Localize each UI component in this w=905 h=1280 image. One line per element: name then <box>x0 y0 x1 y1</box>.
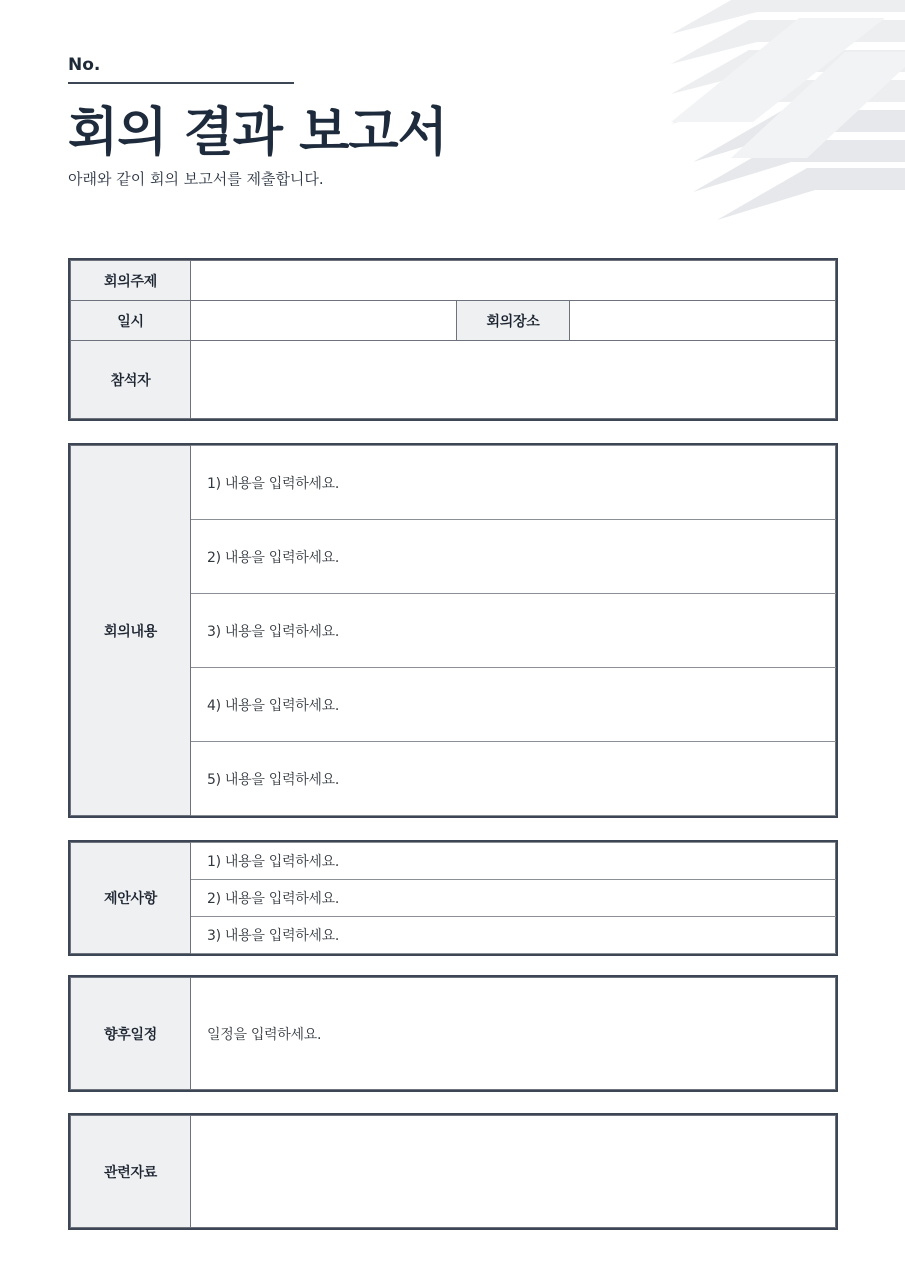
label-meeting-content: 회의내용 <box>71 446 191 816</box>
field-meeting-datetime[interactable] <box>191 301 457 341</box>
label-meeting-datetime: 일시 <box>71 301 191 341</box>
table-row <box>71 446 836 520</box>
table-schedule <box>68 975 838 1092</box>
table-meeting-info <box>68 258 838 421</box>
table-row-datetime-place <box>71 301 836 341</box>
field-future-schedule[interactable]: 일정을 입력하세요. <box>191 978 836 1090</box>
document-header <box>68 55 447 190</box>
page-subtitle: 아래와 같이 회의 보고서를 제출합니다. <box>68 170 324 189</box>
field-meeting-content-2[interactable]: 2) 내용을 입력하세요. <box>191 520 836 594</box>
field-references[interactable] <box>191 1116 836 1228</box>
page-title: 회의 결과 보고서 <box>68 103 447 163</box>
isometric-slats-decoration <box>631 0 905 232</box>
no-underline-rule <box>68 82 294 84</box>
field-meeting-content-4[interactable]: 4) 내용을 입력하세요. <box>191 668 836 742</box>
label-future-schedule: 향후일정 <box>71 978 191 1090</box>
table-row <box>71 1116 836 1228</box>
field-meeting-content-5[interactable]: 5) 내용을 입력하세요. <box>191 742 836 816</box>
table-row <box>71 843 836 880</box>
label-references: 관련자료 <box>71 1116 191 1228</box>
label-suggestions: 제안사항 <box>71 843 191 954</box>
label-meeting-place: 회의장소 <box>457 301 570 341</box>
no-label: No. <box>68 55 101 75</box>
field-attendees[interactable] <box>191 341 836 419</box>
label-attendees: 참석자 <box>71 341 191 419</box>
table-row-attendees <box>71 341 836 419</box>
table-row <box>71 978 836 1090</box>
field-suggestion-1[interactable]: 1) 내용을 입력하세요. <box>191 843 836 880</box>
table-row-subject <box>71 261 836 301</box>
table-meeting-content <box>68 443 838 818</box>
field-meeting-content-3[interactable]: 3) 내용을 입력하세요. <box>191 594 836 668</box>
table-suggestions <box>68 840 838 956</box>
field-meeting-content-1[interactable]: 1) 내용을 입력하세요. <box>191 446 836 520</box>
table-references <box>68 1113 838 1230</box>
field-meeting-subject[interactable] <box>191 261 836 301</box>
field-meeting-place[interactable] <box>570 301 836 341</box>
field-suggestion-3[interactable]: 3) 내용을 입력하세요. <box>191 917 836 954</box>
field-suggestion-2[interactable]: 2) 내용을 입력하세요. <box>191 880 836 917</box>
label-meeting-subject: 회의주제 <box>71 261 191 301</box>
